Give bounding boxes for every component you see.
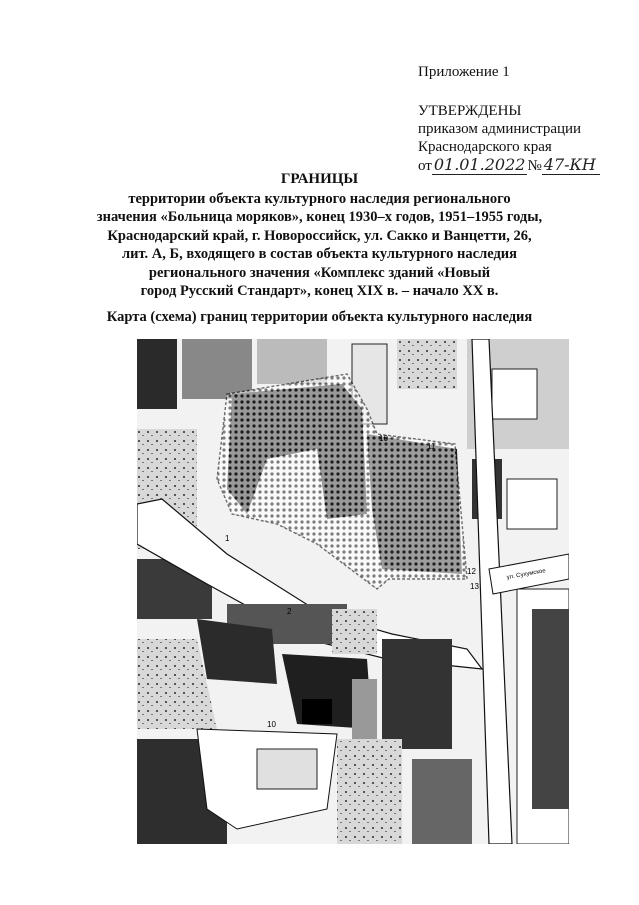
map-block (397, 339, 457, 389)
map-block (257, 339, 327, 384)
street-label: ул. Сухумское (506, 568, 547, 581)
map-label: 1 (225, 534, 230, 543)
approved-title: УТВЕРЖДЕНЫ (418, 103, 522, 119)
map-block (532, 609, 569, 809)
approval-block (418, 102, 600, 175)
title-heading: ГРАНИЦЫ (280, 171, 359, 187)
handwritten-number: 47-КН (542, 156, 600, 175)
map-block (302, 699, 332, 724)
appendix-label: Приложение 1 (418, 64, 510, 80)
map-label: 10 (379, 434, 388, 443)
title-line-2: значения «Больница моряков», конец 1930–х годов, 1951–1955 годы, (96, 209, 543, 225)
map-label: 10 (267, 720, 276, 729)
title-line-5: регионального значения «Комплекс зданий «Новый (148, 264, 491, 281)
map-caption: Карта (схема) границ территории объекта культурного наследия (106, 309, 533, 325)
title-line-1: территории объекта культурного наследия регионального (128, 190, 511, 207)
handwritten-date: 01.01.2022 (433, 155, 526, 174)
map-block (507, 479, 557, 529)
map-block (352, 679, 377, 739)
map-block (197, 619, 277, 684)
document-title (0, 170, 639, 301)
map-block (382, 639, 452, 749)
map-label: 12 (467, 567, 476, 576)
approved-line-1: приказом администрации (418, 121, 582, 137)
title-line-4: лит. А, Б, входящего в состав объекта культурного наследия (122, 246, 517, 262)
map-block (337, 739, 402, 844)
map-block (492, 369, 537, 419)
boundary-map (137, 339, 569, 844)
approved-line-2: Краснодарского края (418, 139, 552, 155)
map-block (412, 759, 472, 844)
map-label: 13 (470, 582, 479, 591)
title-line-6: город Русский Стандарт», конец XIX в. – начало XX в. (140, 283, 499, 299)
map-block (257, 749, 317, 789)
number-prefix: № (527, 158, 542, 174)
map-label: 2 (287, 607, 292, 616)
date-prefix: от (418, 158, 432, 174)
title-line-3: Краснодарский край, г. Новороссийск, ул. Сакко и Ванцетти, 26, (107, 227, 532, 244)
map-label: 11 (427, 442, 436, 451)
map-block (182, 339, 252, 399)
map-block (137, 339, 177, 409)
map-block (332, 609, 377, 654)
